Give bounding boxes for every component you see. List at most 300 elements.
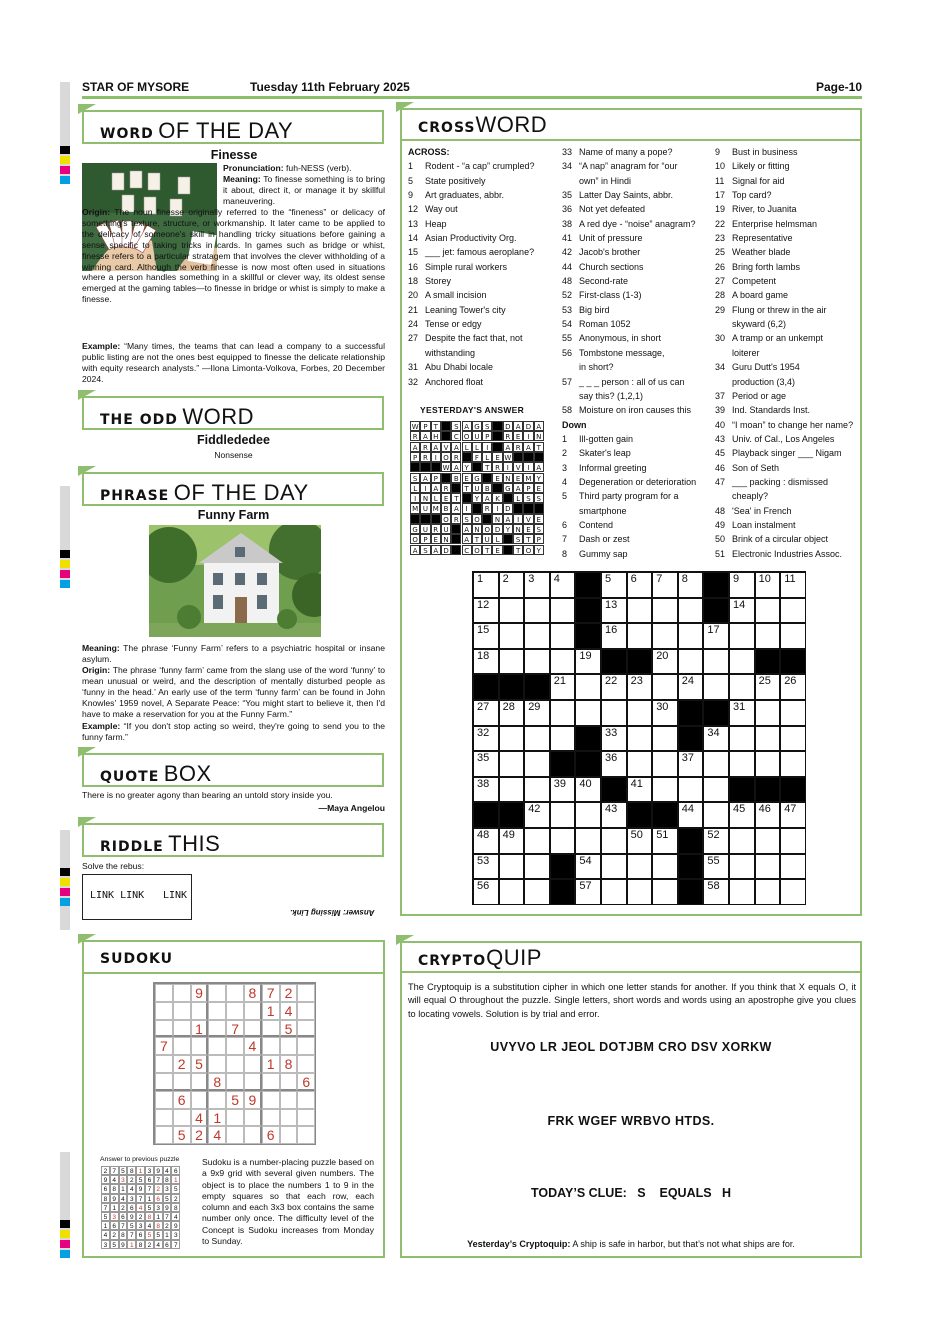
yesterday-cell bbox=[492, 483, 502, 493]
yesterday-cell: R bbox=[420, 452, 430, 462]
crossword-cell[interactable]: 11 bbox=[780, 572, 806, 598]
yesterday-cell: A bbox=[462, 534, 472, 544]
clue: 35 Latter Day Saints, abbr. bbox=[562, 188, 712, 202]
crossword-cell[interactable]: 46 bbox=[755, 802, 781, 828]
crossword-cell[interactable]: 21 bbox=[550, 674, 576, 700]
clue: 34 “A nap” anagram for “our bbox=[562, 159, 712, 173]
crossword-cell[interactable]: 45 bbox=[729, 802, 755, 828]
odd-word-meaning: Nonsense bbox=[214, 450, 253, 460]
crossword-cell[interactable] bbox=[524, 623, 550, 649]
sudoku-cell[interactable] bbox=[244, 1055, 262, 1073]
sudoku-cell[interactable] bbox=[280, 1073, 298, 1091]
clue-number: 38 bbox=[562, 218, 573, 229]
crossword-cell[interactable] bbox=[755, 879, 781, 905]
clue: 17 Top card? bbox=[715, 188, 860, 202]
sudoku-cell[interactable] bbox=[226, 1073, 244, 1091]
crossword-cell[interactable] bbox=[780, 828, 806, 854]
sudoku-cell[interactable] bbox=[297, 1037, 315, 1055]
crossword-cell[interactable]: 10 bbox=[755, 572, 781, 598]
registration-mark bbox=[60, 898, 70, 906]
sudoku-cell[interactable]: 5 bbox=[280, 1020, 298, 1038]
crossword-cell[interactable]: 33 bbox=[601, 726, 627, 752]
sudoku-cell[interactable] bbox=[226, 1109, 244, 1127]
sudoku-cell[interactable]: 8 bbox=[208, 1073, 226, 1091]
clue: in short? bbox=[579, 362, 614, 373]
yesterday-cell: I bbox=[523, 431, 533, 441]
crossword-cell[interactable] bbox=[678, 649, 704, 675]
sudoku-cell[interactable] bbox=[173, 1002, 191, 1020]
prev-sudoku-cell: 3 bbox=[163, 1184, 172, 1193]
sudoku-cell[interactable] bbox=[226, 1037, 244, 1055]
crossword-cell[interactable] bbox=[601, 828, 627, 854]
yesterday-cell: E bbox=[534, 514, 544, 524]
crossword-cell[interactable]: 54 bbox=[575, 854, 601, 880]
crossword-cell[interactable] bbox=[524, 726, 550, 752]
main-crossword-grid[interactable] bbox=[472, 571, 806, 905]
crossword-cell[interactable] bbox=[652, 726, 678, 752]
crossword-cell[interactable] bbox=[755, 828, 781, 854]
crossword-cell[interactable] bbox=[575, 828, 601, 854]
crossword-cell[interactable] bbox=[524, 879, 550, 905]
crossword-cell[interactable]: 52 bbox=[703, 828, 729, 854]
sudoku-cell[interactable]: 5 bbox=[173, 1126, 191, 1144]
crossword-cell bbox=[729, 777, 755, 803]
clue-number: 56 bbox=[562, 347, 573, 358]
sudoku-cell[interactable] bbox=[226, 984, 244, 1002]
yesterday-cell: P bbox=[420, 421, 430, 431]
crossword-cell[interactable] bbox=[524, 598, 550, 624]
title-small: SUDOKU bbox=[100, 951, 173, 967]
sudoku-cell[interactable] bbox=[191, 1002, 209, 1020]
crossword-cell[interactable] bbox=[550, 649, 576, 675]
sudoku-cell[interactable] bbox=[262, 1073, 280, 1091]
sudoku-cell[interactable] bbox=[173, 1109, 191, 1127]
phrase-origin: Origin: The phrase ‘funny farm’ came from the slang use of the word ‘funny’ to mean unusual or weird, and the description of mentally disturbed people as ‘funny in the head.’ An early use of the term ‘funny farm’ can be found in John Knowles' 1959 novel, A Separate Peace: “You might start to believe it, then I'd have to make a reservation for you at the Funny Farm.” bbox=[82, 665, 385, 719]
crossword-cell[interactable] bbox=[575, 802, 601, 828]
yesterday-cell: V bbox=[523, 514, 533, 524]
crossword-cell[interactable]: 29 bbox=[524, 700, 550, 726]
crossword-cell[interactable] bbox=[524, 777, 550, 803]
crossword-cell[interactable] bbox=[524, 649, 550, 675]
yesterday-cell: L bbox=[462, 442, 472, 452]
crossword-cell[interactable] bbox=[652, 854, 678, 880]
sudoku-cell[interactable]: 1 bbox=[208, 1109, 226, 1127]
sudoku-cell[interactable] bbox=[244, 1073, 262, 1091]
sudoku-cell[interactable]: 4 bbox=[191, 1109, 209, 1127]
crossword-cell[interactable] bbox=[755, 598, 781, 624]
quote-text: There is no greater agony than bearing an untold story inside you. bbox=[82, 790, 333, 800]
crossword-cell[interactable] bbox=[729, 879, 755, 905]
sudoku-cell[interactable] bbox=[280, 1109, 298, 1127]
clue: 27 Despite the fact that, not bbox=[408, 331, 556, 345]
crossword-cell[interactable] bbox=[755, 623, 781, 649]
prev-sudoku-cell: 4 bbox=[171, 1212, 180, 1221]
clue: own” in Hindi bbox=[579, 175, 632, 186]
clue-number: 18 bbox=[408, 276, 419, 287]
sudoku-cell[interactable]: 1 bbox=[262, 1055, 280, 1073]
yesterday-cell bbox=[441, 421, 451, 431]
crossword-cell[interactable]: 42 bbox=[524, 802, 550, 828]
crossword-cell[interactable] bbox=[652, 623, 678, 649]
sudoku-cell[interactable]: 2 bbox=[173, 1055, 191, 1073]
yesterday-cell bbox=[441, 431, 451, 441]
crossword-cell[interactable]: 7 bbox=[652, 572, 678, 598]
crossword-cell[interactable] bbox=[652, 777, 678, 803]
sudoku-cell[interactable] bbox=[244, 1020, 262, 1038]
prev-sudoku-cell: 7 bbox=[145, 1184, 154, 1193]
crossword-cell bbox=[499, 674, 525, 700]
crossword-cell[interactable] bbox=[729, 623, 755, 649]
clue: 4 Degeneration or deterioration bbox=[562, 475, 712, 489]
yesterday-cell: N bbox=[513, 524, 523, 534]
sudoku-cell[interactable]: 9 bbox=[244, 1091, 262, 1109]
crossword-cell[interactable]: 36 bbox=[601, 751, 627, 777]
crossword-cell[interactable]: 15 bbox=[473, 623, 499, 649]
crossword-cell[interactable] bbox=[678, 777, 704, 803]
sudoku-cell[interactable] bbox=[244, 1109, 262, 1127]
crossword-cell[interactable] bbox=[499, 777, 525, 803]
sudoku-cell[interactable] bbox=[262, 1109, 280, 1127]
yesterday-cell: R bbox=[451, 514, 461, 524]
clue-number: 43 bbox=[715, 433, 726, 444]
sudoku-cell[interactable]: 2 bbox=[191, 1126, 209, 1144]
sudoku-cell[interactable] bbox=[191, 1073, 209, 1091]
crossword-cell[interactable]: 2 bbox=[499, 572, 525, 598]
sudoku-cell[interactable] bbox=[297, 1091, 315, 1109]
crossword-cell[interactable]: 25 bbox=[755, 674, 781, 700]
crossword-cell[interactable]: 55 bbox=[703, 854, 729, 880]
crossword-cell[interactable] bbox=[627, 623, 653, 649]
crossword-cell[interactable]: 30 bbox=[652, 700, 678, 726]
crossword-cell[interactable]: 12 bbox=[473, 598, 499, 624]
crossword-cell[interactable] bbox=[575, 700, 601, 726]
sudoku-cell[interactable] bbox=[173, 1020, 191, 1038]
sudoku-cell[interactable] bbox=[173, 1073, 191, 1091]
sudoku-cell[interactable] bbox=[208, 1002, 226, 1020]
sudoku-cell[interactable] bbox=[244, 1002, 262, 1020]
crossword-cell[interactable] bbox=[550, 700, 576, 726]
prev-sudoku-cell: 4 bbox=[119, 1194, 128, 1203]
sudoku-cell[interactable]: 4 bbox=[244, 1037, 262, 1055]
clue: 30 A tramp or an unkempt bbox=[715, 331, 860, 345]
sudoku-cell[interactable] bbox=[191, 1091, 209, 1109]
sudoku-cell[interactable]: 2 bbox=[280, 984, 298, 1002]
crossword-cell[interactable] bbox=[499, 598, 525, 624]
crossword-cell[interactable]: 1 bbox=[473, 572, 499, 598]
crossword-cell[interactable] bbox=[652, 879, 678, 905]
prev-sudoku-cell: 4 bbox=[110, 1175, 119, 1184]
sudoku-cell[interactable]: 4 bbox=[208, 1126, 226, 1144]
paper-name: STAR OF MYSORE bbox=[82, 80, 190, 94]
crossword-cell[interactable] bbox=[499, 879, 525, 905]
yesterday-cell: A bbox=[410, 442, 420, 452]
crossword-cell[interactable] bbox=[627, 879, 653, 905]
crossword-cell[interactable]: 39 bbox=[550, 777, 576, 803]
crossword-cell[interactable]: 49 bbox=[499, 828, 525, 854]
sudoku-cell[interactable]: 1 bbox=[191, 1020, 209, 1038]
clue-number: 45 bbox=[715, 448, 726, 459]
crossword-cell[interactable]: 18 bbox=[473, 649, 499, 675]
crossword-cell[interactable] bbox=[729, 751, 755, 777]
sudoku-cell[interactable] bbox=[280, 1037, 298, 1055]
crossword-cell[interactable]: 41 bbox=[627, 777, 653, 803]
yesterday-cell: E bbox=[492, 545, 502, 555]
crossword-cell[interactable] bbox=[729, 674, 755, 700]
crossword-cell[interactable]: 19 bbox=[575, 649, 601, 675]
sudoku-cell[interactable] bbox=[297, 984, 315, 1002]
crossword-cell[interactable] bbox=[703, 751, 729, 777]
sudoku-cell[interactable] bbox=[280, 1126, 298, 1144]
crossword-cell[interactable]: 20 bbox=[652, 649, 678, 675]
crossword-cell[interactable] bbox=[703, 777, 729, 803]
yesterday-cell: F bbox=[472, 452, 482, 462]
crossword-cell[interactable]: 27 bbox=[473, 700, 499, 726]
crossword-cell[interactable] bbox=[550, 802, 576, 828]
title-big: BOX bbox=[163, 761, 212, 786]
sudoku-cell[interactable]: 7 bbox=[262, 984, 280, 1002]
crossword-cell[interactable] bbox=[652, 751, 678, 777]
clue: 53 Big bird bbox=[562, 303, 712, 317]
sudoku-cell[interactable]: 5 bbox=[226, 1091, 244, 1109]
crossword-cell[interactable]: 44 bbox=[678, 802, 704, 828]
crossword-cell[interactable]: 6 bbox=[627, 572, 653, 598]
yesterday-cell: B bbox=[482, 483, 492, 493]
crossword-cell[interactable]: 48 bbox=[473, 828, 499, 854]
crossword-cell[interactable] bbox=[652, 674, 678, 700]
sudoku-cell[interactable]: 8 bbox=[244, 984, 262, 1002]
yesterday-cell: T bbox=[462, 483, 472, 493]
clue: 43 Univ. of Cal., Los Angeles bbox=[715, 432, 860, 446]
crossword-cell bbox=[575, 623, 601, 649]
sudoku-cell[interactable] bbox=[297, 1002, 315, 1020]
clue-number: 57 bbox=[562, 376, 573, 387]
sudoku-cell[interactable]: 7 bbox=[155, 1037, 173, 1055]
sudoku-cell[interactable] bbox=[297, 1109, 315, 1127]
crossword-cell[interactable] bbox=[755, 751, 781, 777]
crossword-cell[interactable]: 13 bbox=[601, 598, 627, 624]
crossword-cell[interactable] bbox=[499, 649, 525, 675]
sudoku-cell[interactable] bbox=[262, 1037, 280, 1055]
phrase-title: Funny Farm bbox=[197, 508, 270, 522]
yesterday-cell: Y bbox=[534, 473, 544, 483]
crossword-cell[interactable]: 14 bbox=[729, 598, 755, 624]
sudoku-cell[interactable]: 6 bbox=[297, 1073, 315, 1091]
prev-sudoku-cell: 2 bbox=[145, 1240, 154, 1249]
crossword-cell[interactable]: 16 bbox=[601, 623, 627, 649]
crossword-cell[interactable]: 9 bbox=[729, 572, 755, 598]
prev-sudoku-cell: 2 bbox=[154, 1184, 163, 1193]
riddle-answer: Answer: Missing Link. bbox=[290, 908, 375, 917]
crossword-cell[interactable] bbox=[601, 700, 627, 726]
crossword-cell[interactable] bbox=[780, 751, 806, 777]
yesterday-cell: M bbox=[410, 503, 420, 513]
sudoku-cell[interactable] bbox=[208, 984, 226, 1002]
sudoku-cell[interactable]: 9 bbox=[191, 984, 209, 1002]
crossword-cell[interactable]: 35 bbox=[473, 751, 499, 777]
sudoku-cell[interactable] bbox=[155, 1055, 173, 1073]
sudoku-cell[interactable]: 1 bbox=[262, 1002, 280, 1020]
sudoku-cell[interactable] bbox=[297, 1055, 315, 1073]
crossword-cell[interactable]: 26 bbox=[780, 674, 806, 700]
clue-number: 24 bbox=[408, 319, 419, 330]
prev-sudoku-cell: 6 bbox=[145, 1175, 154, 1184]
clue-number: 34 bbox=[562, 161, 573, 172]
crossword-cell[interactable]: 50 bbox=[627, 828, 653, 854]
clue: 57 _ _ _ person : all of us can bbox=[562, 375, 712, 389]
crossword-cell[interactable] bbox=[499, 623, 525, 649]
crossword-cell[interactable]: 40 bbox=[575, 777, 601, 803]
sudoku-cell[interactable]: 6 bbox=[262, 1126, 280, 1144]
yesterday-cell: K bbox=[492, 493, 502, 503]
prev-sudoku-cell: 6 bbox=[110, 1221, 119, 1230]
crossword-cell[interactable]: 23 bbox=[627, 674, 653, 700]
sudoku-cell[interactable] bbox=[155, 1109, 173, 1127]
crossword-cell bbox=[550, 879, 576, 905]
yesterday-cell: T bbox=[451, 493, 461, 503]
crossword-cell[interactable]: 56 bbox=[473, 879, 499, 905]
crossword-cell[interactable] bbox=[703, 649, 729, 675]
crossword-cell[interactable] bbox=[703, 802, 729, 828]
crossword-cell[interactable]: 47 bbox=[780, 802, 806, 828]
sudoku-cell[interactable] bbox=[155, 1091, 173, 1109]
crossword-cell[interactable] bbox=[499, 854, 525, 880]
crossword-cell[interactable] bbox=[575, 674, 601, 700]
crossword-cell[interactable] bbox=[550, 726, 576, 752]
sudoku-cell[interactable]: 5 bbox=[191, 1055, 209, 1073]
crossword-cell[interactable] bbox=[627, 598, 653, 624]
prev-sudoku-cell: 2 bbox=[101, 1166, 110, 1175]
crossword-cell[interactable]: 38 bbox=[473, 777, 499, 803]
sudoku-grid[interactable] bbox=[153, 982, 316, 1145]
crossword-cell[interactable]: 8 bbox=[678, 572, 704, 598]
crossword-cell[interactable] bbox=[601, 879, 627, 905]
crossword-cell[interactable] bbox=[524, 751, 550, 777]
prev-sudoku-cell: 5 bbox=[171, 1184, 180, 1193]
crossword-cell[interactable] bbox=[755, 726, 781, 752]
yesterday-cell: A bbox=[451, 503, 461, 513]
crossword-cell[interactable] bbox=[703, 674, 729, 700]
crossword-cell[interactable]: 3 bbox=[524, 572, 550, 598]
sudoku-cell[interactable] bbox=[191, 1037, 209, 1055]
crossword-cell[interactable]: 58 bbox=[703, 879, 729, 905]
crossword-cell[interactable] bbox=[550, 828, 576, 854]
crossword-cell[interactable] bbox=[729, 726, 755, 752]
crossword-cell[interactable] bbox=[550, 623, 576, 649]
sudoku-cell[interactable] bbox=[244, 1126, 262, 1144]
crossword-cell[interactable]: 22 bbox=[601, 674, 627, 700]
sudoku-cell[interactable] bbox=[297, 1020, 315, 1038]
crossword-cell[interactable] bbox=[755, 854, 781, 880]
crossword-cell[interactable] bbox=[780, 879, 806, 905]
sudoku-cell[interactable] bbox=[226, 1055, 244, 1073]
sudoku-cell[interactable] bbox=[226, 1002, 244, 1020]
sudoku-cell[interactable] bbox=[173, 984, 191, 1002]
sudoku-cell[interactable] bbox=[155, 984, 173, 1002]
sudoku-cell[interactable] bbox=[155, 1073, 173, 1091]
crossword-cell[interactable]: 17 bbox=[703, 623, 729, 649]
crossword-cell[interactable] bbox=[780, 854, 806, 880]
crossword-cell[interactable] bbox=[524, 828, 550, 854]
crossword-cell[interactable]: 31 bbox=[729, 700, 755, 726]
wotd-example: Example: “Many times, the teams that can lead a company to a successful public listing are not the ones best equipped to finesse the delicate relationship with equity research analysts.” —Ilona Limonta-Volkova, Forbes, 20 December 2024. bbox=[82, 341, 385, 384]
odd-word-title bbox=[82, 396, 384, 430]
sudoku-cell[interactable] bbox=[173, 1037, 191, 1055]
crossword-cell[interactable] bbox=[499, 751, 525, 777]
crossword-cell[interactable] bbox=[729, 828, 755, 854]
crossword-cell[interactable]: 53 bbox=[473, 854, 499, 880]
sudoku-cell[interactable]: 6 bbox=[173, 1091, 191, 1109]
crossword-cell[interactable] bbox=[627, 726, 653, 752]
crossword-cell[interactable] bbox=[780, 623, 806, 649]
yesterday-cell: S bbox=[513, 534, 523, 544]
crossword-cell[interactable] bbox=[780, 726, 806, 752]
crossword-cell[interactable] bbox=[627, 751, 653, 777]
yesterday-cell: N bbox=[534, 431, 544, 441]
prev-sudoku-cell: 3 bbox=[110, 1212, 119, 1221]
crossword-cell[interactable] bbox=[780, 700, 806, 726]
sudoku-cell[interactable] bbox=[155, 1126, 173, 1144]
crossword-cell[interactable] bbox=[678, 598, 704, 624]
crossword-cell[interactable]: 24 bbox=[678, 674, 704, 700]
sudoku-cell[interactable] bbox=[155, 1002, 173, 1020]
sudoku-cell[interactable] bbox=[155, 1020, 173, 1038]
crossword-cell[interactable] bbox=[550, 598, 576, 624]
crossword-cell[interactable] bbox=[729, 854, 755, 880]
crossword-cell[interactable]: 57 bbox=[575, 879, 601, 905]
sudoku-cell[interactable] bbox=[208, 1091, 226, 1109]
crossword-cell[interactable]: 34 bbox=[703, 726, 729, 752]
crossword-cell[interactable] bbox=[524, 854, 550, 880]
registration-mark bbox=[60, 888, 70, 896]
sudoku-cell[interactable]: 8 bbox=[280, 1055, 298, 1073]
crossword-cell[interactable] bbox=[755, 700, 781, 726]
sudoku-cell[interactable] bbox=[208, 1020, 226, 1038]
sudoku-cell[interactable] bbox=[262, 1020, 280, 1038]
crossword-cell[interactable] bbox=[627, 700, 653, 726]
crossword-cell[interactable]: 43 bbox=[601, 802, 627, 828]
crossword-cell[interactable] bbox=[780, 598, 806, 624]
crossword-cell[interactable]: 51 bbox=[652, 828, 678, 854]
sudoku-cell[interactable] bbox=[208, 1055, 226, 1073]
crossword-cell[interactable]: 32 bbox=[473, 726, 499, 752]
sudoku-cell[interactable] bbox=[297, 1126, 315, 1144]
sudoku-cell[interactable] bbox=[208, 1037, 226, 1055]
crossword-cell[interactable]: 28 bbox=[499, 700, 525, 726]
crossword-cell[interactable] bbox=[729, 649, 755, 675]
sudoku-cell[interactable] bbox=[226, 1126, 244, 1144]
clue: 2 Skater's leap bbox=[562, 446, 712, 460]
yesterday-cell: L bbox=[513, 493, 523, 503]
crossword-cell[interactable] bbox=[652, 598, 678, 624]
crossword-cell[interactable]: 37 bbox=[678, 751, 704, 777]
title-big: OF THE DAY bbox=[173, 480, 309, 505]
crossword-cell[interactable] bbox=[499, 726, 525, 752]
clue: loiterer bbox=[732, 347, 760, 358]
sudoku-cell[interactable] bbox=[280, 1091, 298, 1109]
crossword-title-rule bbox=[402, 139, 860, 141]
sudoku-cell[interactable]: 4 bbox=[280, 1002, 298, 1020]
yesterday-cell bbox=[431, 514, 441, 524]
crossword-cell[interactable] bbox=[601, 854, 627, 880]
crossword-cell[interactable] bbox=[627, 854, 653, 880]
crossword-cell[interactable]: 4 bbox=[550, 572, 576, 598]
yesterday-cell: E bbox=[523, 524, 533, 534]
yesterday-cell: D bbox=[492, 524, 502, 534]
crossword-cell[interactable]: 5 bbox=[601, 572, 627, 598]
sudoku-cell[interactable] bbox=[262, 1091, 280, 1109]
crossword-cell[interactable] bbox=[678, 623, 704, 649]
sudoku-cell[interactable]: 7 bbox=[226, 1020, 244, 1038]
